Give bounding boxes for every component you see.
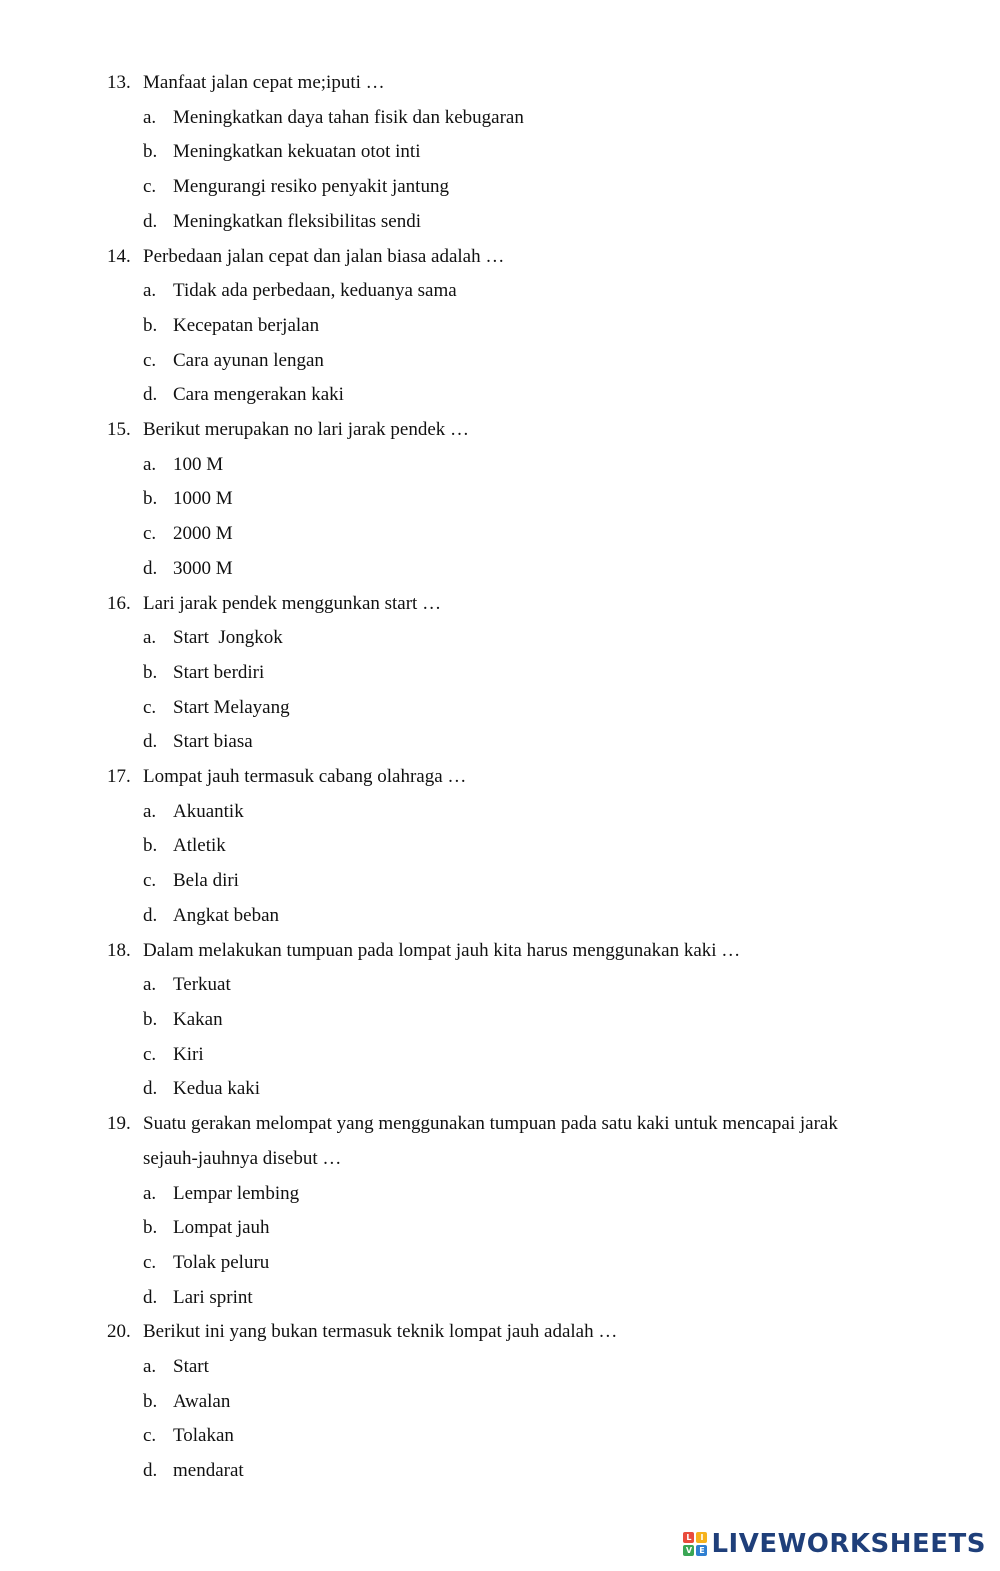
answer-option[interactable] [0, 1385, 1000, 1420]
worksheet [0, 66, 1000, 1489]
option-letter: d. [143, 557, 158, 579]
option-letter: b. [143, 488, 158, 510]
option-text: Tidak ada perbedaan, keduanya sama [173, 280, 457, 302]
option-text: Mengurangi resiko penyakit jantung [173, 176, 449, 198]
option-text: Awalan [173, 1390, 231, 1412]
option-letter: d. [143, 904, 158, 926]
answer-option[interactable] [0, 1419, 1000, 1454]
answer-option[interactable] [0, 1246, 1000, 1281]
option-text: Kecepatan berjalan [173, 314, 320, 336]
question-17 [0, 760, 1000, 934]
option-text: Angkat beban [173, 904, 280, 926]
option-letter: a. [143, 106, 157, 128]
question-text: Perbedaan jalan cepat dan jalan biasa adalah … [143, 245, 505, 267]
answer-option[interactable] [0, 170, 1000, 205]
option-letter: b. [143, 1217, 158, 1239]
option-letter: d. [143, 1286, 158, 1308]
answer-option[interactable] [0, 482, 1000, 517]
question-row [0, 1315, 1000, 1350]
answer-option[interactable] [0, 205, 1000, 240]
answer-option[interactable] [0, 899, 1000, 934]
option-letter: a. [143, 800, 157, 822]
option-letter: a. [143, 1182, 157, 1204]
answer-option[interactable] [0, 101, 1000, 136]
answer-option[interactable] [0, 795, 1000, 830]
option-letter: d. [143, 1460, 158, 1482]
option-letter: c. [143, 870, 157, 892]
option-letter: c. [143, 523, 157, 545]
answer-option[interactable] [0, 344, 1000, 379]
option-letter: b. [143, 835, 158, 857]
option-text: Bela diri [173, 870, 239, 892]
option-text: Lempar lembing [173, 1182, 300, 1204]
question-number: 17. [107, 766, 131, 788]
option-text: Tolak peluru [173, 1251, 270, 1273]
logo-tile-i: I [696, 1532, 707, 1543]
question-number: 16. [107, 592, 131, 614]
question-19 [0, 1107, 1000, 1315]
option-letter: c. [143, 1425, 157, 1447]
option-letter: a. [143, 1356, 157, 1378]
option-letter: b. [143, 1390, 158, 1412]
answer-option[interactable] [0, 448, 1000, 483]
option-text: Kedua kaki [173, 1078, 261, 1100]
option-text: Terkuat [173, 974, 231, 996]
question-text: Manfaat jalan cepat me;iputi … [143, 72, 385, 93]
question-13 [0, 66, 1000, 240]
question-row [0, 66, 1000, 101]
option-text: Meningkatkan kekuatan otot inti [173, 141, 421, 163]
question-row [0, 760, 1000, 795]
option-text: Cara mengerakan kaki [173, 384, 344, 406]
question-row [0, 240, 1000, 275]
option-text: Start berdiri [173, 661, 265, 683]
option-text: Kiri [173, 1043, 204, 1065]
option-letter: d. [143, 1078, 158, 1100]
question-16 [0, 587, 1000, 761]
question-number: 13. [107, 72, 131, 93]
option-letter: b. [143, 1008, 158, 1030]
question-row [0, 934, 1000, 969]
answer-option[interactable] [0, 1211, 1000, 1246]
answer-option[interactable] [0, 309, 1000, 344]
answer-option[interactable] [0, 1454, 1000, 1489]
answer-option[interactable] [0, 691, 1000, 726]
option-text: Start Jongkok [173, 627, 283, 649]
option-letter: a. [143, 974, 157, 996]
option-text: 3000 M [173, 557, 233, 579]
option-letter: d. [143, 210, 158, 232]
answer-option[interactable] [0, 552, 1000, 587]
question-14 [0, 240, 1000, 414]
answer-option[interactable] [0, 1350, 1000, 1385]
option-letter: c. [143, 1043, 157, 1065]
option-letter: d. [143, 384, 158, 406]
question-row [0, 413, 1000, 448]
option-text: Atletik [173, 835, 226, 857]
option-letter: c. [143, 349, 157, 371]
option-text: Start biasa [173, 731, 253, 753]
question-18 [0, 934, 1000, 1108]
answer-option[interactable] [0, 517, 1000, 552]
answer-option[interactable] [0, 274, 1000, 309]
answer-option[interactable] [0, 1177, 1000, 1212]
option-letter: a. [143, 453, 157, 475]
answer-option[interactable] [0, 1281, 1000, 1316]
answer-option[interactable] [0, 135, 1000, 170]
option-letter: b. [143, 314, 158, 336]
question-number: 18. [107, 939, 131, 961]
option-text: Tolakan [173, 1425, 234, 1447]
option-text: Meningkatkan fleksibilitas sendi [173, 210, 422, 232]
question-text: Suatu gerakan melompat yang menggunakan tumpuan pada satu kaki untuk mencapai jarak sejauh-jauhnya disebut … [143, 1113, 843, 1169]
option-text: Start Melayang [173, 696, 290, 718]
option-text: Start [173, 1356, 209, 1378]
option-letter: c. [143, 696, 157, 718]
question-text: Berikut ini yang bukan termasuk teknik lompat jauh adalah … [143, 1321, 618, 1343]
question-20 [0, 1315, 1000, 1489]
answer-option[interactable] [0, 1003, 1000, 1038]
answer-option[interactable] [0, 378, 1000, 413]
liveworksheets-logo-icon [683, 1532, 707, 1556]
question-number: 14. [107, 245, 131, 267]
answer-option[interactable] [0, 621, 1000, 656]
answer-option[interactable] [0, 968, 1000, 1003]
logo-tile-e: E [696, 1545, 707, 1556]
option-text: Lari sprint [173, 1286, 253, 1308]
answer-option[interactable] [0, 656, 1000, 691]
option-letter: a. [143, 280, 157, 302]
option-text: Lompat jauh [173, 1217, 270, 1239]
logo-tile-v: V [683, 1545, 694, 1556]
option-letter: d. [143, 731, 158, 753]
liveworksheets-watermark [683, 1529, 986, 1559]
answer-option[interactable] [0, 725, 1000, 760]
logo-tile-l: L [683, 1532, 694, 1543]
question-row [0, 587, 1000, 622]
question-number: 15. [107, 419, 131, 441]
question-text: Dalam melakukan tumpuan pada lompat jauh kita harus menggunakan kaki … [143, 939, 741, 961]
question-15 [0, 413, 1000, 587]
option-letter: b. [143, 141, 158, 163]
answer-option[interactable] [0, 1038, 1000, 1073]
question-text: Lompat jauh termasuk cabang olahraga … [143, 766, 467, 788]
option-text: Kakan [173, 1008, 223, 1030]
option-text: 1000 M [173, 488, 233, 510]
option-letter: c. [143, 176, 157, 198]
option-text: 2000 M [173, 523, 233, 545]
question-text: Lari jarak pendek menggunkan start … [143, 592, 442, 614]
question-row [0, 1107, 1000, 1176]
option-letter: b. [143, 661, 158, 683]
watermark-text: LIVEWORKSHEETS [711, 1529, 986, 1559]
question-number: 19. [107, 1113, 131, 1135]
answer-option[interactable] [0, 829, 1000, 864]
option-text: Cara ayunan lengan [173, 349, 324, 371]
option-text: 100 M [173, 453, 224, 475]
option-letter: c. [143, 1251, 157, 1273]
option-text: Akuantik [173, 800, 244, 822]
answer-option[interactable] [0, 864, 1000, 899]
question-number: 20. [107, 1321, 131, 1343]
option-letter: a. [143, 627, 157, 649]
option-text: Meningkatkan daya tahan fisik dan kebugaran [173, 106, 524, 128]
question-text: Berikut merupakan no lari jarak pendek … [143, 419, 470, 441]
option-text: mendarat [173, 1460, 244, 1482]
answer-option[interactable] [0, 1072, 1000, 1107]
